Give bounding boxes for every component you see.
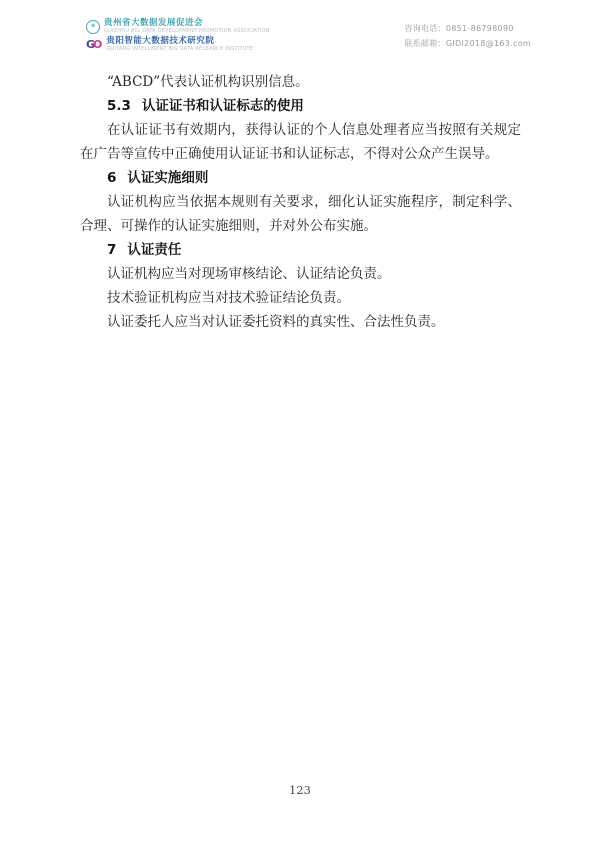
section-heading-6 xyxy=(80,166,521,190)
phone-label: 咨询电话： xyxy=(404,24,446,33)
document-body xyxy=(80,70,521,334)
paragraph-6: 认证机构应当依据本规则有关要求，细化认证实施程序，制定科学、合理、可操作的认证实施细则，并对外公布实施。 xyxy=(80,194,521,234)
phone-number: 0851-86798090 xyxy=(445,24,514,33)
section-heading-7 xyxy=(80,238,521,262)
header-logos xyxy=(86,19,270,53)
email-label: 联系邮箱： xyxy=(404,39,446,48)
association-logo-name: 贵州省大数据发展促进会 xyxy=(104,18,204,28)
section-number: 5.3 xyxy=(107,98,131,114)
contact-phone-line xyxy=(404,21,531,36)
paragraph-7b: 技术验证机构应当对技术验证结论负责。 xyxy=(107,290,350,306)
paragraph-7a: 认证机构应当对现场审核结论、认证结论负责。 xyxy=(107,266,391,282)
email-address: GIDI2018@163.com xyxy=(445,39,531,48)
association-logo-subtext: GUIZHOU BIG DATA DEVELOPMENT PROMOTION ASSOCIATION xyxy=(104,28,270,34)
institute-logo-name: 贵阳智能大数据技术研究院 xyxy=(106,36,215,46)
institute-logo-subtext: GUIYANG INTELLIGENT BIG DATA RESEARCH INSTITUTE xyxy=(106,46,254,52)
institute-logo-icon: G O xyxy=(86,38,103,51)
section-title: 认证实施细则 xyxy=(127,170,209,186)
paragraph-5-3: 在认证证书有效期内，获得认证的个人信息处理者应当按照有关规定在广告等宣传中正确使用认证证书和认证标志，不得对公众产生误导。 xyxy=(80,122,521,162)
section-number: 6 xyxy=(107,170,117,186)
page-number: 123 xyxy=(289,783,311,797)
section-title: 认证证书和认证标志的使用 xyxy=(141,98,304,114)
institute-logo xyxy=(86,37,270,52)
contact-email-line xyxy=(404,36,531,51)
paragraph-7c: 认证委托人应当对认证委托资料的真实性、合法性负责。 xyxy=(107,314,445,330)
contact-info xyxy=(404,21,531,51)
association-seal-icon: ✶ xyxy=(86,20,100,34)
association-logo xyxy=(86,19,270,34)
section-title: 认证责任 xyxy=(127,242,182,258)
intro-paragraph: “ABCD”代表认证机构识别信息。 xyxy=(107,74,309,90)
section-number: 7 xyxy=(107,242,117,258)
section-heading-5-3 xyxy=(80,94,521,118)
